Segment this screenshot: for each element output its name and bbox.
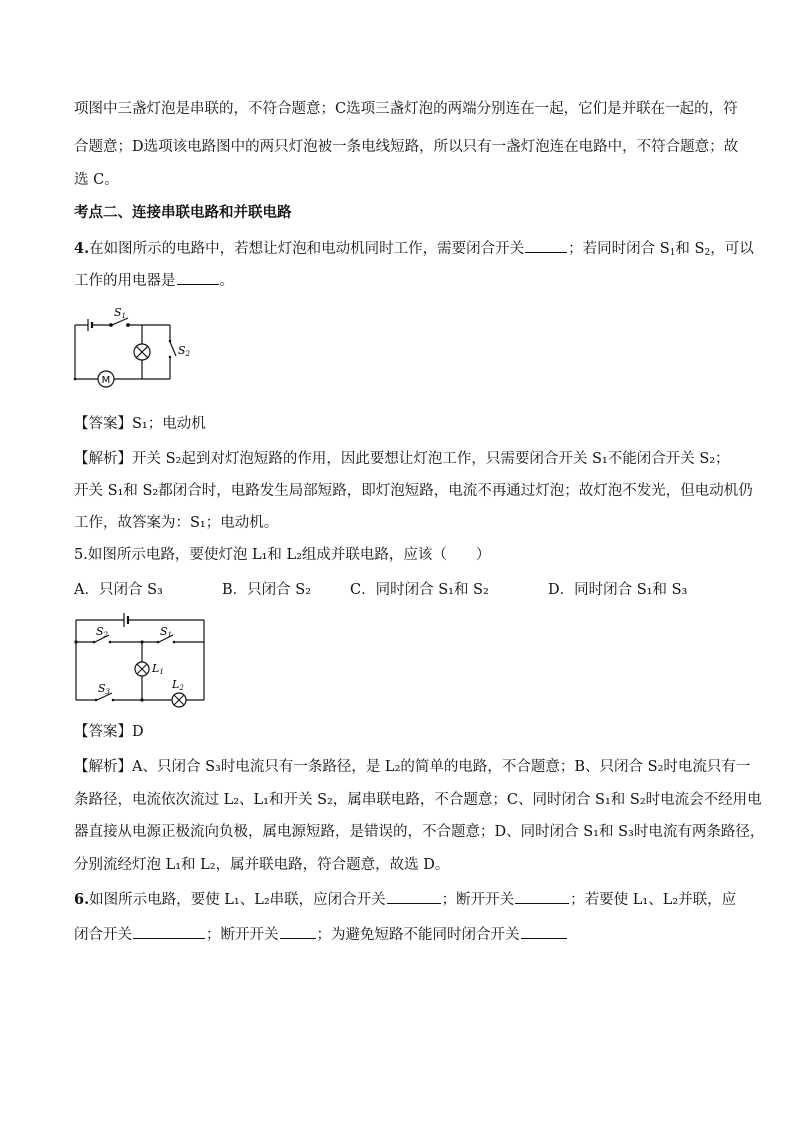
q4-text-d: ，可以 xyxy=(710,241,754,257)
q6-blank-3[interactable] xyxy=(133,924,205,939)
q4-number: 4. xyxy=(74,240,90,257)
q6-number: 6. xyxy=(74,891,90,908)
q4-stem-line-2 xyxy=(74,270,234,291)
q5-analysis-line-2: 条路径，电流依次流过 L₂、L₁和开关 S₂，属串联电路，不合题意；C、同时闭合 S₁和 S₂时电流会不经用电 xyxy=(74,792,762,808)
q4-blank-1[interactable] xyxy=(525,238,567,253)
q6-blank-2[interactable] xyxy=(515,889,569,904)
intro-line-3: 选 C。 xyxy=(74,172,119,188)
q5-s2-label: S2 xyxy=(96,625,109,639)
q4-circuit-diagram xyxy=(70,305,190,387)
q4-text-b: ；若同时闭合 S xyxy=(568,241,670,257)
q5-stem: 5.如图所示电路，要使灯泡 L₁和 L₂组成并联电路，应该（ ） xyxy=(74,547,491,563)
q4-switch-s2-blade xyxy=(170,342,176,356)
q4-stem-line-1 xyxy=(74,238,754,259)
q5-l2-label: L2 xyxy=(172,678,184,692)
q6-line2-b: ；断开开关 xyxy=(206,927,279,943)
q4-motor-label: M xyxy=(101,375,111,386)
q6-text-a: 如图所示电路，要使 L₁、L₂串联，应闭合开关 xyxy=(89,892,386,908)
q4-s2-label: S2 xyxy=(178,344,191,358)
q4-s1-label: S1 xyxy=(114,306,127,320)
q4-line2-end: 。 xyxy=(219,273,234,289)
q6-text-b: ；断开开关 xyxy=(441,892,515,908)
q4-motor-icon xyxy=(98,371,114,387)
q4-sub-2: 2 xyxy=(704,248,711,258)
q4-line2-text: 工作的用电器是 xyxy=(74,273,176,289)
q4-analysis-line-1: 【解析】开关 S₂起到对灯泡短路的作用，因此要想让灯泡工作，只需要闭合开关 S₁不能闭合开关 S₂； xyxy=(74,451,730,467)
intro-line-2: 合题意；D选项该电路图中的两只灯泡被一条电线短路，所以只有一盏灯泡连在电路中，不符合题意；故 xyxy=(74,139,739,155)
q4-text-c: 和 S xyxy=(675,241,705,257)
q5-answer: 【答案】D xyxy=(74,724,144,740)
q4-text-a: 在如图所示的电路中，若想让灯泡和电动机同时工作，需要闭合开关 xyxy=(89,241,525,257)
q4-blank-2[interactable] xyxy=(177,270,219,285)
intro-line-1: 项图中三盏灯泡是串联的，不符合题意；C选项三盏灯泡的两端分别连在一起，它们是并联在一起的，符 xyxy=(74,101,738,117)
q6-text-c: ；若要使 L₁、L₂并联，应 xyxy=(570,892,737,908)
q5-option-d[interactable]: D．同时闭合 S₁和 S₃ xyxy=(548,582,688,598)
q6-stem-line-2 xyxy=(74,924,568,945)
q5-option-c[interactable]: C．同时闭合 S₁和 S₂ xyxy=(350,582,489,598)
q5-s3-label: S3 xyxy=(98,682,111,696)
q4-lamp-icon xyxy=(134,344,150,360)
q5-option-b[interactable]: B．只闭合 S₂ xyxy=(222,582,312,598)
section-heading: 考点二、连接串联电路和并联电路 xyxy=(74,204,292,221)
q5-analysis-line-4: 分别流经灯泡 L₁和 L₂，属并联电路，符合题意，故选 D。 xyxy=(74,857,450,873)
q6-stem-line-1 xyxy=(74,889,736,910)
q6-line2-a: 闭合开关 xyxy=(74,927,132,943)
q4-analysis-line-3: 工作，故答案为：S₁；电动机。 xyxy=(74,515,279,531)
q5-lamp-l1-icon xyxy=(135,662,149,676)
q5-analysis-line-3: 器直接从电源正极流向负极，属电源短路，是错误的，不合题意；D、同时闭合 S₁和 S₃时电流有两条路径， xyxy=(74,824,765,840)
q4-sub-1: 1 xyxy=(669,248,676,258)
q6-line2-c: ；为避免短路不能同时闭合开关 xyxy=(316,927,520,943)
q4-analysis-line-2: 开关 S₁和 S₂都闭合时，电路发生局部短路，即灯泡短路，电流不再通过灯泡；故灯泡不发光，但电动机仍 xyxy=(74,483,753,499)
q5-lamp-l2-icon xyxy=(172,693,186,707)
q4-answer: 【答案】S₁；电动机 xyxy=(74,416,206,432)
q6-blank-5[interactable] xyxy=(521,924,567,939)
q5-circuit-diagram xyxy=(72,610,212,708)
q5-s1-label: S1 xyxy=(160,625,173,639)
q6-blank-1[interactable] xyxy=(387,889,441,904)
q5-analysis-line-1: 【解析】A、只闭合 S₃时电流只有一条路径，是 L₂的简单的电路，不合题意；B、只闭合 S₂时电流只有一 xyxy=(74,759,751,775)
q6-blank-4[interactable] xyxy=(280,924,316,939)
q5-l1-label: L1 xyxy=(152,662,164,676)
q5-option-a[interactable]: A．只闭合 S₃ xyxy=(74,582,163,598)
